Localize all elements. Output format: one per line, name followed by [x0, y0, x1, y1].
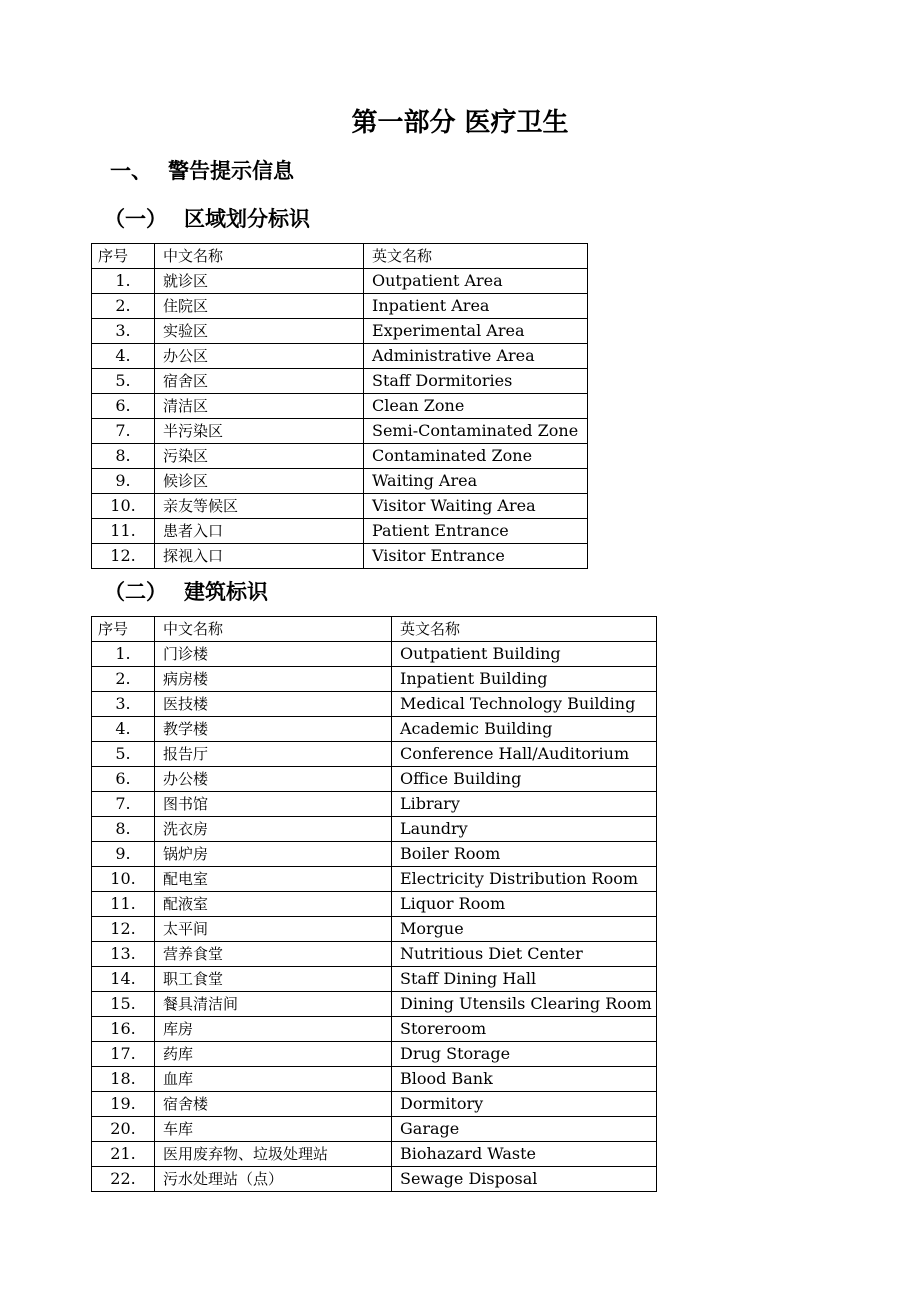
table-row [92, 767, 657, 792]
cell-english-name: Liquor Room [392, 892, 657, 917]
cell-chinese-name: 办公区 [155, 344, 364, 369]
cell-index: 21. [92, 1142, 155, 1167]
cell-english-name: Staff Dining Hall [392, 967, 657, 992]
cell-chinese-name: 清洁区 [155, 394, 364, 419]
table-row [92, 842, 657, 867]
cell-chinese-name: 探视入口 [155, 544, 364, 569]
cell-chinese-name: 报告厅 [155, 742, 392, 767]
zone-signs-table [91, 243, 588, 569]
cell-english-name: Clean Zone [364, 394, 588, 419]
header-english-name: 英文名称 [364, 244, 588, 269]
cell-chinese-name: 太平间 [155, 917, 392, 942]
table-row [92, 344, 588, 369]
cell-index: 7. [92, 419, 155, 444]
table-row [92, 917, 657, 942]
cell-english-name: Staff Dormitories [364, 369, 588, 394]
cell-index: 6. [92, 767, 155, 792]
table-header-row [92, 244, 588, 269]
cell-index: 3. [92, 692, 155, 717]
cell-english-name: Biohazard Waste [392, 1142, 657, 1167]
cell-english-name: Outpatient Area [364, 269, 588, 294]
cell-index: 1. [92, 269, 155, 294]
cell-chinese-name: 病房楼 [155, 667, 392, 692]
table-row [92, 494, 588, 519]
table-row [92, 692, 657, 717]
cell-english-name: Boiler Room [392, 842, 657, 867]
cell-chinese-name: 教学楼 [155, 717, 392, 742]
table-row [92, 892, 657, 917]
table-row [92, 1092, 657, 1117]
table-row [92, 1042, 657, 1067]
table-row [92, 394, 588, 419]
cell-english-name: Morgue [392, 917, 657, 942]
cell-index: 10. [92, 867, 155, 892]
cell-index: 10. [92, 494, 155, 519]
cell-index: 9. [92, 842, 155, 867]
cell-index: 4. [92, 717, 155, 742]
cell-english-name: Laundry [392, 817, 657, 842]
cell-english-name: Nutritious Diet Center [392, 942, 657, 967]
table-row [92, 1067, 657, 1092]
cell-chinese-name: 职工食堂 [155, 967, 392, 992]
cell-index: 14. [92, 967, 155, 992]
table-row [92, 942, 657, 967]
cell-chinese-name: 宿舍楼 [155, 1092, 392, 1117]
cell-chinese-name: 锅炉房 [155, 842, 392, 867]
section-title: 警告提示信息 [168, 159, 294, 183]
cell-english-name: Experimental Area [364, 319, 588, 344]
cell-english-name: Dining Utensils Clearing Room [392, 992, 657, 1017]
subsection-title: 区域划分标识 [184, 207, 310, 231]
cell-chinese-name: 半污染区 [155, 419, 364, 444]
cell-chinese-name: 实验区 [155, 319, 364, 344]
cell-chinese-name: 配电室 [155, 867, 392, 892]
cell-chinese-name: 污水处理站（点） [155, 1167, 392, 1192]
cell-chinese-name: 亲友等候区 [155, 494, 364, 519]
cell-english-name: Library [392, 792, 657, 817]
cell-chinese-name: 库房 [155, 1017, 392, 1042]
cell-english-name: Storeroom [392, 1017, 657, 1042]
table-row [92, 1142, 657, 1167]
table-row [92, 1117, 657, 1142]
cell-english-name: Visitor Waiting Area [364, 494, 588, 519]
table-row [92, 867, 657, 892]
table-row [92, 444, 588, 469]
cell-chinese-name: 办公楼 [155, 767, 392, 792]
cell-index: 6. [92, 394, 155, 419]
cell-english-name: Patient Entrance [364, 519, 588, 544]
cell-index: 19. [92, 1092, 155, 1117]
cell-english-name: Administrative Area [364, 344, 588, 369]
cell-index: 16. [92, 1017, 155, 1042]
cell-chinese-name: 候诊区 [155, 469, 364, 494]
subsection-heading-buildings [104, 577, 268, 607]
cell-index: 15. [92, 992, 155, 1017]
cell-chinese-name: 污染区 [155, 444, 364, 469]
cell-index: 12. [92, 917, 155, 942]
cell-index: 5. [92, 369, 155, 394]
table-row [92, 469, 588, 494]
cell-chinese-name: 洗衣房 [155, 817, 392, 842]
table-row [92, 992, 657, 1017]
cell-chinese-name: 门诊楼 [155, 642, 392, 667]
cell-chinese-name: 医技楼 [155, 692, 392, 717]
cell-english-name: Dormitory [392, 1092, 657, 1117]
cell-index: 7. [92, 792, 155, 817]
subsection-heading-zones [104, 204, 310, 234]
cell-chinese-name: 患者入口 [155, 519, 364, 544]
table-row [92, 792, 657, 817]
cell-english-name: Blood Bank [392, 1067, 657, 1092]
cell-index: 13. [92, 942, 155, 967]
table-row [92, 1017, 657, 1042]
cell-index: 8. [92, 817, 155, 842]
building-signs-table [91, 616, 657, 1192]
cell-chinese-name: 就诊区 [155, 269, 364, 294]
cell-chinese-name: 血库 [155, 1067, 392, 1092]
header-chinese-name: 中文名称 [155, 617, 392, 642]
table-row [92, 544, 588, 569]
subsection-number: （一） [104, 207, 167, 231]
table-header-row [92, 617, 657, 642]
cell-english-name: Inpatient Area [364, 294, 588, 319]
cell-index: 20. [92, 1117, 155, 1142]
cell-index: 12. [92, 544, 155, 569]
table-row [92, 519, 588, 544]
cell-index: 1. [92, 642, 155, 667]
page-title: 第一部分 医疗卫生 [351, 108, 569, 138]
cell-chinese-name: 营养食堂 [155, 942, 392, 967]
cell-chinese-name: 配液室 [155, 892, 392, 917]
cell-english-name: Academic Building [392, 717, 657, 742]
cell-index: 2. [92, 294, 155, 319]
cell-chinese-name: 餐具清洁间 [155, 992, 392, 1017]
table-row [92, 369, 588, 394]
cell-index: 9. [92, 469, 155, 494]
header-chinese-name: 中文名称 [155, 244, 364, 269]
cell-chinese-name: 住院区 [155, 294, 364, 319]
table-row [92, 419, 588, 444]
cell-english-name: Waiting Area [364, 469, 588, 494]
cell-index: 2. [92, 667, 155, 692]
table-row [92, 667, 657, 692]
cell-english-name: Semi-Contaminated Zone [364, 419, 588, 444]
subsection-number: （二） [104, 580, 167, 604]
cell-index: 4. [92, 344, 155, 369]
table-row [92, 817, 657, 842]
cell-chinese-name: 药库 [155, 1042, 392, 1067]
cell-index: 17. [92, 1042, 155, 1067]
cell-chinese-name: 车库 [155, 1117, 392, 1142]
header-english-name: 英文名称 [392, 617, 657, 642]
cell-index: 5. [92, 742, 155, 767]
table-row [92, 967, 657, 992]
cell-english-name: Office Building [392, 767, 657, 792]
table-row [92, 319, 588, 344]
cell-english-name: Outpatient Building [392, 642, 657, 667]
cell-index: 11. [92, 892, 155, 917]
section-heading [110, 156, 294, 186]
cell-chinese-name: 图书馆 [155, 792, 392, 817]
cell-english-name: Conference Hall/Auditorium [392, 742, 657, 767]
cell-index: 11. [92, 519, 155, 544]
cell-index: 22. [92, 1167, 155, 1192]
cell-index: 8. [92, 444, 155, 469]
cell-english-name: Sewage Disposal [392, 1167, 657, 1192]
cell-english-name: Drug Storage [392, 1042, 657, 1067]
cell-english-name: Contaminated Zone [364, 444, 588, 469]
cell-english-name: Garage [392, 1117, 657, 1142]
cell-english-name: Medical Technology Building [392, 692, 657, 717]
cell-chinese-name: 医用废弃物、垃圾处理站 [155, 1142, 392, 1167]
header-index: 序号 [92, 617, 155, 642]
cell-english-name: Electricity Distribution Room [392, 867, 657, 892]
cell-index: 18. [92, 1067, 155, 1092]
subsection-title: 建筑标识 [184, 580, 268, 604]
table-row [92, 642, 657, 667]
cell-english-name: Visitor Entrance [364, 544, 588, 569]
cell-english-name: Inpatient Building [392, 667, 657, 692]
table-row [92, 742, 657, 767]
table-row [92, 294, 588, 319]
cell-index: 3. [92, 319, 155, 344]
section-number: 一、 [110, 159, 152, 183]
table-row [92, 1167, 657, 1192]
cell-chinese-name: 宿舍区 [155, 369, 364, 394]
table-row [92, 717, 657, 742]
table-row [92, 269, 588, 294]
header-index: 序号 [92, 244, 155, 269]
